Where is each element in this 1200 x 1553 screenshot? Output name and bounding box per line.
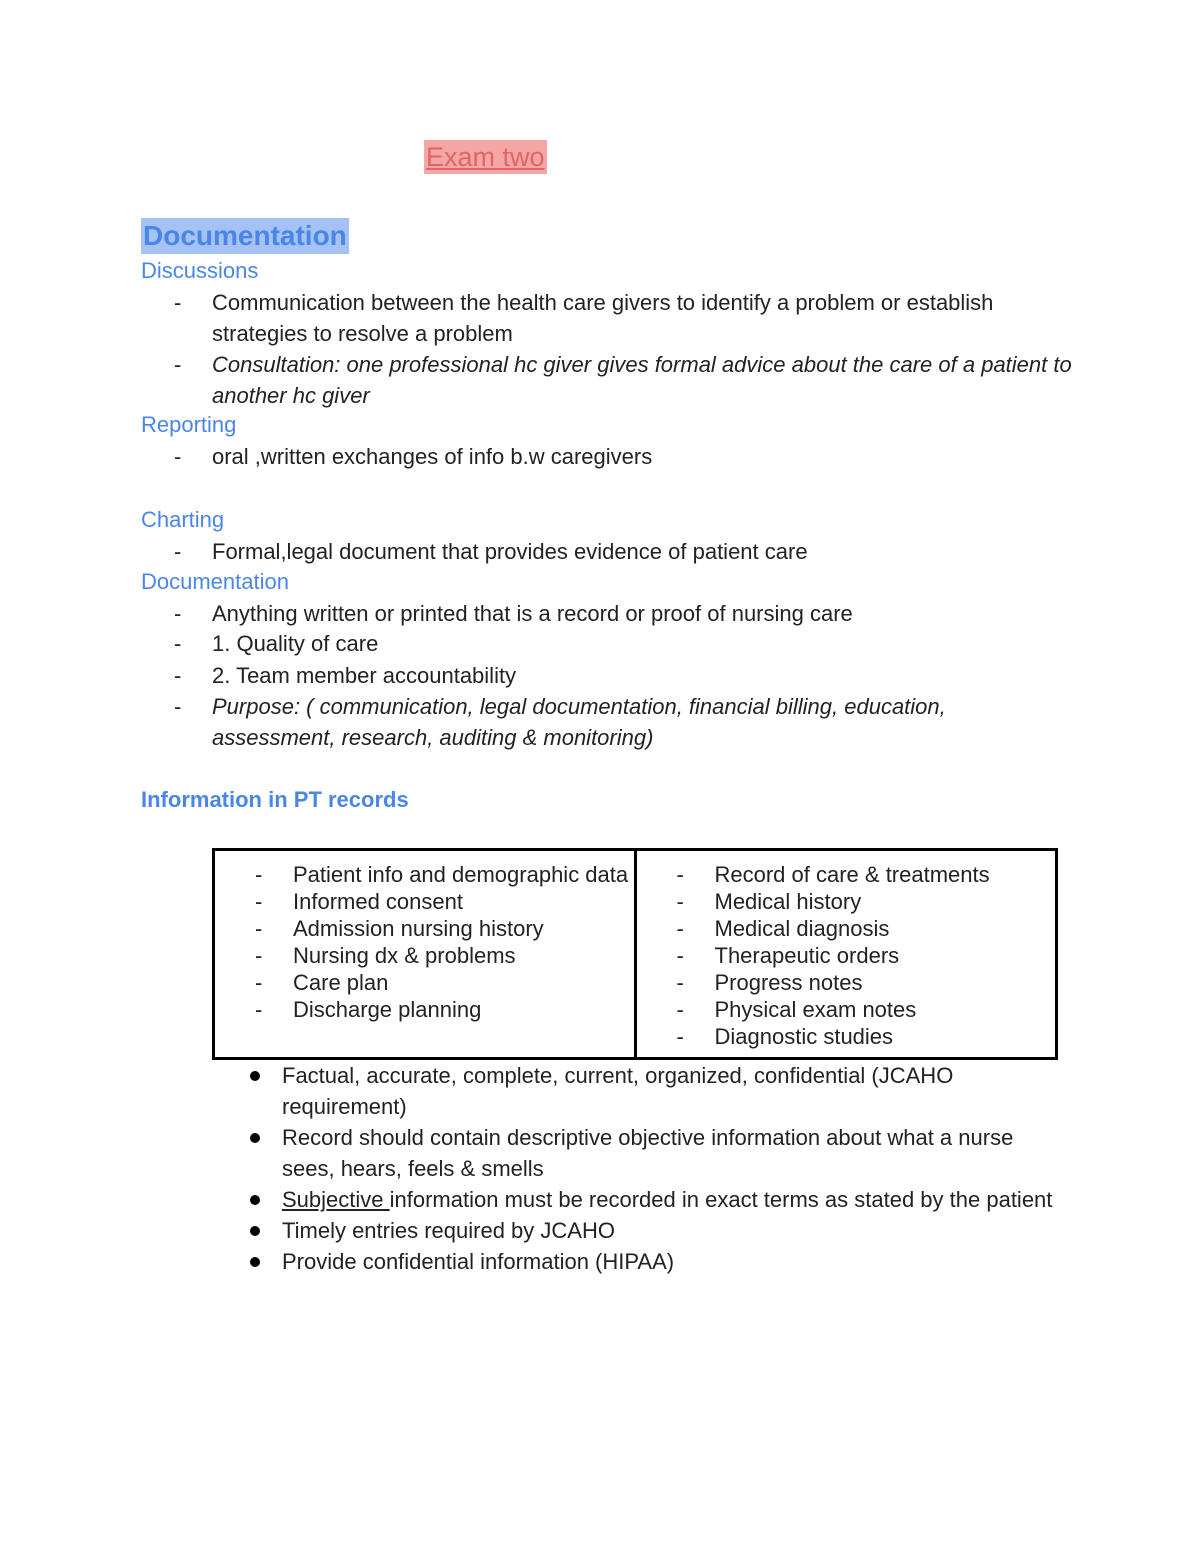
list-item xyxy=(174,536,1074,567)
dash-marker: - xyxy=(174,352,182,377)
table-item-text: Record of care & treatments xyxy=(714,862,990,887)
bullet-text xyxy=(282,1184,1066,1215)
dash-marker: - xyxy=(255,916,263,941)
dash-marker: - xyxy=(174,290,182,315)
table-item-text: Progress notes xyxy=(714,970,863,995)
list-item xyxy=(174,598,1074,629)
table-item-text: Physical exam notes xyxy=(714,997,917,1022)
table-list-item xyxy=(255,861,634,888)
bullet-item xyxy=(246,1122,1066,1184)
table-list-item xyxy=(677,861,1056,888)
table-list-item xyxy=(677,915,1056,942)
table-item-text: Therapeutic orders xyxy=(714,943,900,968)
table-list-item xyxy=(677,996,1056,1023)
dash-marker: - xyxy=(174,444,182,469)
table-item-text: Discharge planning xyxy=(293,997,482,1022)
list-item xyxy=(174,287,1074,349)
table-item-text: Informed consent xyxy=(293,889,463,914)
list-item-text: Formal,legal document that provides evidence of patient care xyxy=(212,539,808,564)
subheading-discussions: Discussions xyxy=(141,258,259,283)
bullet-icon xyxy=(246,1215,282,1246)
bullet-item xyxy=(246,1184,1066,1215)
dash-marker: - xyxy=(676,997,684,1022)
bullet-list xyxy=(246,1060,1066,1277)
bullet-text: Timely entries required by JCAHO xyxy=(282,1218,615,1243)
list-item-text: Communication between the health care givers to identify a problem or establish strategies to resolve a problem xyxy=(212,290,994,346)
table-list-item xyxy=(255,969,634,996)
dash-marker: - xyxy=(255,943,263,968)
list-item-text: oral ,written exchanges of info b.w caregivers xyxy=(212,444,653,469)
table-list-item xyxy=(677,1023,1056,1050)
dash-marker: - xyxy=(676,943,684,968)
list-item xyxy=(174,441,1074,472)
bullet-icon xyxy=(246,1122,282,1184)
bullet-text: Factual, accurate, complete, current, organized, confidential (JCAHO requirement) xyxy=(282,1063,954,1119)
table-item-text: Care plan xyxy=(293,970,389,995)
dash-marker: - xyxy=(255,862,263,887)
dash-marker: - xyxy=(255,997,263,1022)
table-list-item xyxy=(255,996,634,1023)
bullet-item xyxy=(246,1060,1066,1122)
table-item-text: Patient info and demographic data xyxy=(293,862,629,887)
subheading-documentation: Documentation xyxy=(141,569,289,594)
bullet-text-rest: information must be recorded in exact terms as stated by the patient xyxy=(389,1187,1053,1212)
table-item-text: Diagnostic studies xyxy=(714,1024,894,1049)
dash-marker: - xyxy=(676,1024,684,1049)
section-heading-documentation: Documentation xyxy=(141,218,349,254)
list-item-text: Anything written or printed that is a record or proof of nursing care xyxy=(212,601,853,626)
dash-marker: - xyxy=(255,889,263,914)
bullet-icon xyxy=(246,1184,282,1215)
bullet-text: Provide confidential information (HIPAA) xyxy=(282,1249,675,1274)
pt-records-table xyxy=(212,848,1058,1060)
table-item-text: Medical history xyxy=(714,889,862,914)
subheading-charting: Charting xyxy=(141,507,225,532)
list-item xyxy=(174,349,1074,411)
dash-marker: - xyxy=(174,663,182,688)
dash-marker: - xyxy=(676,889,684,914)
table-item-text: Medical diagnosis xyxy=(714,916,890,941)
dash-marker: - xyxy=(174,694,182,719)
document-title: Exam two xyxy=(426,142,545,172)
list-item-text: Purpose: ( communication, legal documentation, financial billing, education, assessment, research, auditing & monitoring) xyxy=(212,694,946,750)
dash-marker: - xyxy=(174,631,182,656)
subheading-reporting: Reporting xyxy=(141,412,237,437)
table-list-item xyxy=(255,888,634,915)
underlined-term: Subjective xyxy=(282,1187,390,1212)
bullet-item xyxy=(246,1246,1066,1277)
dash-marker: - xyxy=(676,970,684,995)
table-item-text: Admission nursing history xyxy=(293,916,544,941)
list-item-text: 1. Quality of care xyxy=(212,631,379,656)
list-item-text: Consultation: one professional hc giver gives formal advice about the care of a patient to another hc giver xyxy=(212,352,1072,408)
dash-marker: - xyxy=(676,862,684,887)
dash-marker: - xyxy=(676,916,684,941)
table-list-item xyxy=(255,915,634,942)
list-item-text: 2. Team member accountability xyxy=(212,663,517,688)
subheading-pt-records: Information in PT records xyxy=(141,787,409,812)
bullet-text: Record should contain descriptive objective information about what a nurse sees, hears, feels & smells xyxy=(282,1125,1014,1181)
dash-marker: - xyxy=(255,970,263,995)
list-item xyxy=(174,628,1074,659)
bullet-item xyxy=(246,1215,1066,1246)
dash-marker: - xyxy=(174,601,182,626)
dash-marker: - xyxy=(174,539,182,564)
table-list-item xyxy=(677,969,1056,996)
table-column-right xyxy=(634,851,1056,1057)
list-item xyxy=(174,660,1074,691)
bullet-icon xyxy=(246,1246,282,1277)
table-list-item xyxy=(677,942,1056,969)
table-list-item xyxy=(255,942,634,969)
list-item xyxy=(174,691,1074,753)
table-list-item xyxy=(677,888,1056,915)
table-item-text: Nursing dx & problems xyxy=(293,943,516,968)
table-column-left xyxy=(215,851,634,1057)
bullet-icon xyxy=(246,1060,282,1122)
